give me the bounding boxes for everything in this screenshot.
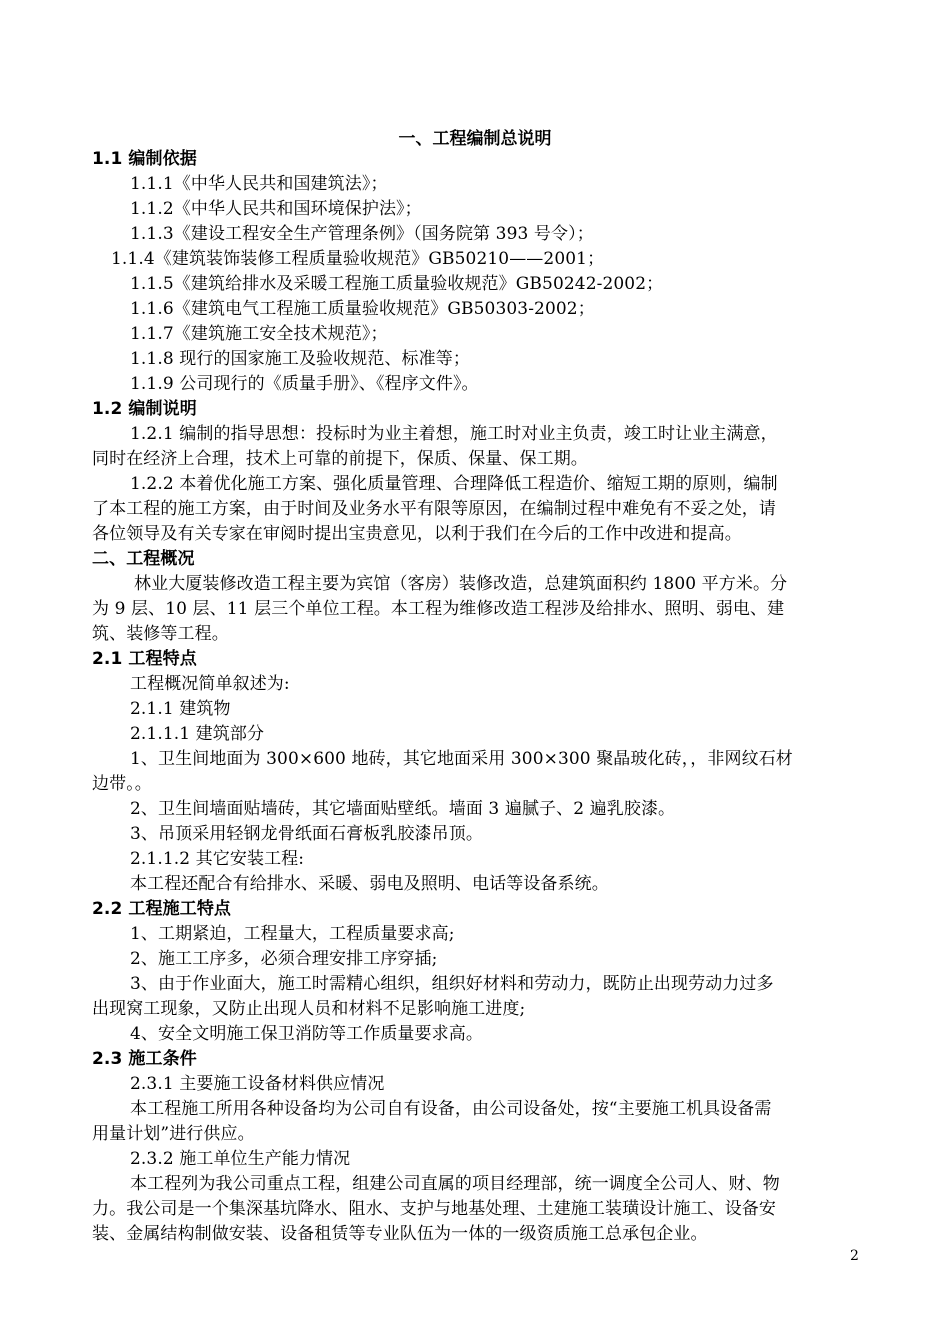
paragraph-line: 林业大厦装修改造工程主要为宾馆（客房）装修改造，总建筑面积约 1800 平方米。分 xyxy=(134,574,788,594)
page-title: 一、工程编制总说明 xyxy=(398,129,552,149)
list-item: 3、由于作业面大，施工时需精心组织，组织好材料和劳动力，既防止出现劳动力过多 xyxy=(130,974,774,994)
list-item: 1.1.4《建筑装饰装修工程质量验收规范》GB50210——2001； xyxy=(111,249,605,269)
list-item: 1.1.9 公司现行的《质量手册》、《程序文件》。 xyxy=(130,374,479,394)
paragraph-line: 了本工程的施工方案，由于时间及业务水平有限等原因，在编制过程中难免有不妥之处，请 xyxy=(92,499,776,519)
list-item: 1.1.3《建设工程安全生产管理条例》（国务院第 393 号令）； xyxy=(130,224,594,244)
paragraph-line: 工程概况简单叙述为: xyxy=(130,674,290,694)
paragraph-line: 用量计划”进行供应。 xyxy=(92,1124,255,1144)
paragraph-line: 1.2.2 本着优化施工方案、强化质量管理、合理降低工程造价、缩短工期的原则，编制 xyxy=(130,474,778,494)
list-item: 1.1.8 现行的国家施工及验收规范、标准等； xyxy=(130,349,470,369)
section-heading: 2.3 施工条件 xyxy=(92,1049,197,1069)
list-item: 1、卫生间地面为 300×600 地砖，其它地面采用 300×300 聚晶玻化砖，，非网纹石材 xyxy=(130,749,793,769)
paragraph-line: 本工程施工所用各种设备均为公司自有设备，由公司设备处，按“主要施工机具设备需 xyxy=(130,1099,772,1119)
section-heading: 2.1 工程特点 xyxy=(92,649,197,669)
list-item: 1.1.2《中华人民共和国环境保护法》； xyxy=(130,199,422,219)
list-item: 4、安全文明施工保卫消防等工作质量要求高。 xyxy=(130,1024,483,1044)
list-item: 1.1.6《建筑电气工程施工质量验收规范》GB50303-2002； xyxy=(130,299,595,319)
paragraph-line: 本工程列为我公司重点工程，组建公司直属的项目经理部，统一调度全公司人、财、物 xyxy=(130,1174,780,1194)
subsection-heading: 2.1.1.1 建筑部分 xyxy=(130,724,265,744)
paragraph-line: 出现窝工现象，又防止出现人员和材料不足影响施工进度; xyxy=(92,999,526,1019)
subsection-heading: 2.1.1.2 其它安装工程: xyxy=(130,849,305,869)
section-heading: 1.1 编制依据 xyxy=(92,149,197,169)
subsection-heading: 2.3.1 主要施工设备材料供应情况 xyxy=(130,1074,385,1094)
subsection-heading: 2.3.2 施工单位生产能力情况 xyxy=(130,1149,351,1169)
paragraph-line: 装、金属结构制做安装、设备租赁等专业队伍为一体的一级资质施工总承包企业。 xyxy=(92,1224,708,1244)
list-item: 2、卫生间墙面贴墙砖，其它墙面贴壁纸。墙面 3 遍腻子、2 遍乳胶漆。 xyxy=(130,799,676,819)
paragraph-line: 各位领导及有关专家在审阅时提出宝贵意见，以利于我们在今后的工作中改进和提高。 xyxy=(92,524,742,544)
subsection-heading: 2.1.1 建筑物 xyxy=(130,699,231,719)
section-heading: 1.2 编制说明 xyxy=(92,399,197,419)
paragraph-line: 本工程还配合有给排水、采暖、弱电及照明、电话等设备系统。 xyxy=(130,874,609,894)
list-item: 1.1.7《建筑施工安全技术规范》； xyxy=(130,324,388,344)
paragraph-line: 同时在经济上合理，技术上可靠的前提下，保质、保量、保工期。 xyxy=(92,449,588,469)
paragraph-line: 为 9 层、10 层、11 层三个单位工程。本工程为维修改造工程涉及给排水、照明、弱电、建 xyxy=(92,599,785,619)
paragraph-line: 力。我公司是一个集深基坑降水、阻水、支护与地基处理、土建施工装璜设计施工、设备安 xyxy=(92,1199,776,1219)
section-heading: 2.2 工程施工特点 xyxy=(92,899,232,919)
page-number: 2 xyxy=(850,1248,859,1264)
list-item: 1.1.1《中华人民共和国建筑法》； xyxy=(130,174,388,194)
section-heading: 二、工程概况 xyxy=(92,549,195,569)
paragraph-line: 边带。。 xyxy=(92,774,152,794)
list-item: 2、施工工序多，必须合理安排工序穿插; xyxy=(130,949,438,969)
list-item: 3、吊顶采用轻钢龙骨纸面石膏板乳胶漆吊顶。 xyxy=(130,824,483,844)
list-item: 1.1.5《建筑给排水及采暖工程施工质量验收规范》GB50242-2002； xyxy=(130,274,664,294)
paragraph-line: 1.2.1 编制的指导思想：投标时为业主着想，施工时对业主负责，竣工时让业主满意， xyxy=(130,424,778,444)
list-item: 1、工期紧迫，工程量大，工程质量要求高; xyxy=(130,924,455,944)
paragraph-line: 筑、装修等工程。 xyxy=(92,624,229,644)
